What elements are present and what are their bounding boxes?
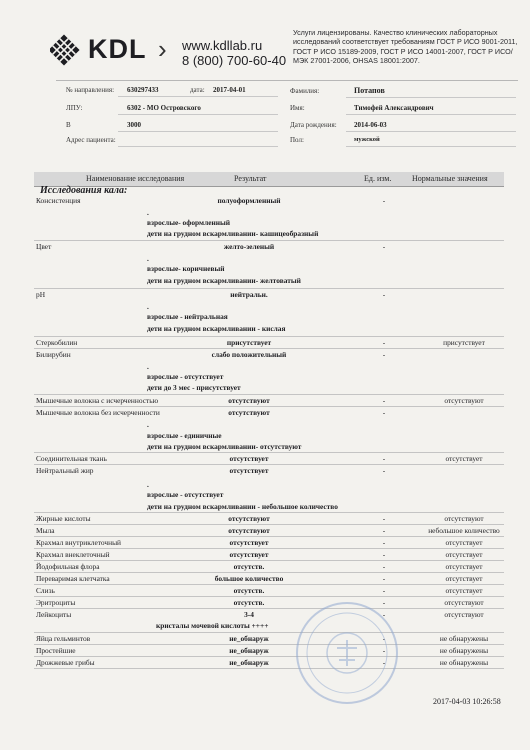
referral-date: 2017-04-01 bbox=[213, 86, 246, 94]
test-unit: - bbox=[382, 408, 386, 417]
test-name: Консистенция bbox=[36, 196, 81, 205]
test-name: Крахмал внеклеточный bbox=[36, 550, 110, 559]
printed-timestamp: 2017-04-03 10:26:58 bbox=[433, 697, 501, 706]
test-norm: отсутствует bbox=[445, 574, 483, 583]
row-divider bbox=[34, 608, 504, 609]
subnote-line: дети на грудном вскармливании - кислая bbox=[147, 324, 286, 333]
chevron-right-icon: › bbox=[158, 34, 167, 64]
test-result: отсутствуют bbox=[228, 396, 270, 405]
v-label: В bbox=[66, 121, 71, 129]
test-unit: - bbox=[382, 550, 386, 559]
referral-label: № направления: bbox=[66, 86, 115, 94]
phone-number[interactable]: 8 (800) 700-60-40 bbox=[182, 53, 287, 68]
test-result: отсутств. bbox=[233, 562, 265, 571]
test-unit: - bbox=[382, 466, 386, 475]
test-name: Стеркобилин bbox=[36, 338, 78, 347]
subnote-dot: . bbox=[147, 420, 149, 429]
dob-value: 2014-06-03 bbox=[354, 121, 387, 129]
subnote-dot: . bbox=[147, 208, 149, 217]
section-title: Исследования кала: bbox=[40, 185, 128, 196]
test-unit: - bbox=[382, 562, 386, 571]
row-divider bbox=[34, 394, 504, 395]
column-header-norm: Нормальные значения bbox=[412, 174, 488, 183]
sex-label: Пол: bbox=[290, 136, 304, 144]
test-result: присутствует bbox=[226, 338, 272, 347]
test-norm: небольшое количество bbox=[428, 526, 500, 535]
lpu-value: 6302 - МО Островского bbox=[127, 104, 201, 112]
underline bbox=[118, 131, 278, 132]
test-name: Йодофильная флора bbox=[36, 562, 100, 571]
sex-value: мужской bbox=[354, 136, 380, 143]
row-divider bbox=[34, 348, 504, 349]
test-result: отсутств. bbox=[233, 598, 265, 607]
brand-name: KDL bbox=[88, 34, 147, 64]
surname-label: Фамилия: bbox=[290, 87, 320, 95]
subnote-line: взрослые- коричневый bbox=[147, 264, 225, 273]
row-divider bbox=[34, 548, 504, 549]
test-norm: не обнаружены bbox=[439, 658, 489, 667]
test-name: Лейкоциты bbox=[36, 610, 72, 619]
test-result: отсутствует bbox=[229, 454, 269, 463]
crystals-note: кристалы мочевой кислоты ++++ bbox=[156, 621, 269, 630]
test-result: слабо положительный bbox=[211, 350, 287, 359]
row-divider bbox=[34, 464, 504, 465]
row-divider bbox=[34, 644, 504, 645]
subnote-dot: . bbox=[147, 480, 149, 489]
row-divider bbox=[34, 240, 504, 241]
test-name: Яйца гельминтов bbox=[36, 634, 91, 643]
row-divider bbox=[34, 572, 504, 573]
test-unit: - bbox=[382, 454, 386, 463]
test-result: отсутствуют bbox=[228, 526, 270, 535]
column-header-test: Наименование исследования bbox=[86, 174, 185, 183]
website-link[interactable]: www.kdllab.ru bbox=[182, 38, 263, 53]
row-divider bbox=[34, 632, 504, 633]
test-norm: отсутствуют bbox=[444, 610, 484, 619]
test-result: отсутств. bbox=[233, 586, 265, 595]
subnote-line: дети на грудном вскармливании- кашицеобразный bbox=[147, 229, 319, 238]
test-name: Жирные кислоты bbox=[36, 514, 91, 523]
row-divider bbox=[34, 656, 504, 657]
test-result: не_обнаруж bbox=[229, 646, 269, 655]
row-divider bbox=[34, 524, 504, 525]
test-result: желто-зеленый bbox=[223, 242, 275, 251]
test-unit: - bbox=[382, 646, 386, 655]
subnote-line: взрослые - единичные bbox=[147, 431, 222, 440]
test-name: Крахмал внутриклеточный bbox=[36, 538, 122, 547]
test-result: отсутствует bbox=[229, 550, 269, 559]
underline bbox=[346, 97, 516, 98]
test-name: Дрожжевые грибы bbox=[36, 658, 95, 667]
underline bbox=[118, 146, 278, 147]
test-norm: отсутствует bbox=[445, 562, 483, 571]
test-norm: отсутствует bbox=[445, 550, 483, 559]
test-name: Переваримая клетчатка bbox=[36, 574, 110, 583]
test-unit: - bbox=[382, 658, 386, 667]
test-name: Простейшие bbox=[36, 646, 76, 655]
v-value: 3000 bbox=[127, 121, 141, 129]
test-result: отсутствуют bbox=[228, 408, 270, 417]
subnote-dot: . bbox=[147, 362, 149, 371]
test-result: не_обнаруж bbox=[229, 658, 269, 667]
subnote-line: дети на грудном вскармливании- желтоватый bbox=[147, 276, 301, 285]
test-unit: - bbox=[382, 242, 386, 251]
test-unit: - bbox=[382, 598, 386, 607]
test-name: Мышечные волокна без исчерченности bbox=[36, 408, 160, 417]
row-divider bbox=[34, 668, 504, 669]
test-result: отсутствует bbox=[229, 466, 269, 475]
row-divider bbox=[34, 584, 504, 585]
underline bbox=[346, 146, 516, 147]
test-name: Мыла bbox=[36, 526, 55, 535]
test-unit: - bbox=[382, 634, 386, 643]
test-result: полуоформленный bbox=[217, 196, 281, 205]
test-norm: отсутствуют bbox=[444, 598, 484, 607]
test-unit: - bbox=[382, 290, 386, 299]
test-norm: отсутствует bbox=[445, 586, 483, 595]
row-divider bbox=[34, 512, 504, 513]
test-unit: - bbox=[382, 574, 386, 583]
underline bbox=[118, 114, 278, 115]
test-result: отсутствует bbox=[229, 538, 269, 547]
address-label: Адрес пациента: bbox=[66, 136, 116, 144]
underline bbox=[118, 96, 278, 97]
subnote-line: взрослые - отсутствует bbox=[147, 490, 224, 499]
test-unit: - bbox=[382, 538, 386, 547]
name-label: Имя: bbox=[290, 104, 305, 112]
subnote-dot: . bbox=[147, 254, 149, 263]
test-unit: - bbox=[382, 586, 386, 595]
column-header-result: Результат bbox=[234, 174, 267, 183]
subnote-line: дети до 3 мес - присутствует bbox=[147, 383, 241, 392]
row-divider bbox=[34, 288, 504, 289]
subnote-line: взрослые - отсутствует bbox=[147, 372, 224, 381]
test-unit: - bbox=[382, 196, 386, 205]
date-label: дата: bbox=[190, 86, 205, 94]
dob-label: Дата рождения: bbox=[290, 121, 337, 129]
row-divider bbox=[34, 536, 504, 537]
subnote-line: взрослые- оформленный bbox=[147, 218, 231, 227]
row-divider bbox=[34, 336, 504, 337]
row-divider bbox=[34, 406, 504, 407]
subnote-dot: . bbox=[147, 302, 149, 311]
license-text: Услуги лицензированы. Качество клинических лабораторных исследований соответствует требованиям ГОСТ Р ИСО 9001-2011, ГОСТ Р ИСО 15189-2009, ГОСТ Р ИСО 14001-2007, ГОСТ Р ИСО/МЭК 27001-2006, OHSAS 18001:2007. bbox=[293, 28, 518, 66]
test-name: Нейтральный жир bbox=[36, 466, 94, 475]
row-divider bbox=[34, 560, 504, 561]
test-name: Мышечные волокна с исчерченностью bbox=[36, 396, 159, 405]
referral-number: 630297433 bbox=[127, 86, 159, 94]
test-unit: - bbox=[382, 350, 386, 359]
test-name: Соединительная ткань bbox=[36, 454, 107, 463]
subnote-line: дети на грудном вскармливании- отсутствуют bbox=[147, 442, 302, 451]
test-result: 3-4 bbox=[244, 610, 254, 619]
column-header-unit: Ед. изм. bbox=[364, 174, 392, 183]
lab-stamp-icon bbox=[292, 598, 402, 708]
test-unit: - bbox=[382, 338, 386, 347]
name-value: Тимофей Александрович bbox=[354, 104, 434, 112]
test-result: большое количество bbox=[214, 574, 284, 583]
test-norm: отсутствуют bbox=[444, 396, 484, 405]
test-name: Цвет bbox=[36, 242, 52, 251]
subnote-line: дети на грудном вскармливании - небольшое количество bbox=[147, 502, 338, 511]
test-norm: отсутствуют bbox=[444, 514, 484, 523]
test-result: не_обнаруж bbox=[229, 634, 269, 643]
test-norm: не обнаружены bbox=[439, 646, 489, 655]
test-unit: - bbox=[382, 514, 386, 523]
surname-value: Потапов bbox=[354, 86, 385, 95]
test-norm: отсутствует bbox=[445, 454, 483, 463]
test-name: pH bbox=[36, 290, 46, 299]
test-norm: присутствует bbox=[443, 338, 485, 347]
test-name: Билирубин bbox=[36, 350, 71, 359]
subnote-line: взрослые - нейтральная bbox=[147, 312, 228, 321]
test-norm: не обнаружены bbox=[439, 634, 489, 643]
test-name: Слизь bbox=[36, 586, 55, 595]
test-unit: - bbox=[382, 526, 386, 535]
underline bbox=[346, 131, 516, 132]
test-result: отсутствуют bbox=[228, 514, 270, 523]
header-divider bbox=[56, 80, 518, 81]
test-unit: - bbox=[382, 396, 386, 405]
test-unit: - bbox=[382, 610, 386, 619]
row-divider bbox=[34, 596, 504, 597]
test-name: Эритроциты bbox=[36, 598, 76, 607]
lpu-label: ЛПУ: bbox=[66, 104, 83, 112]
test-norm: отсутствует bbox=[445, 538, 483, 547]
test-result: нейтральн. bbox=[230, 290, 268, 299]
underline bbox=[346, 114, 516, 115]
row-divider bbox=[34, 452, 504, 453]
